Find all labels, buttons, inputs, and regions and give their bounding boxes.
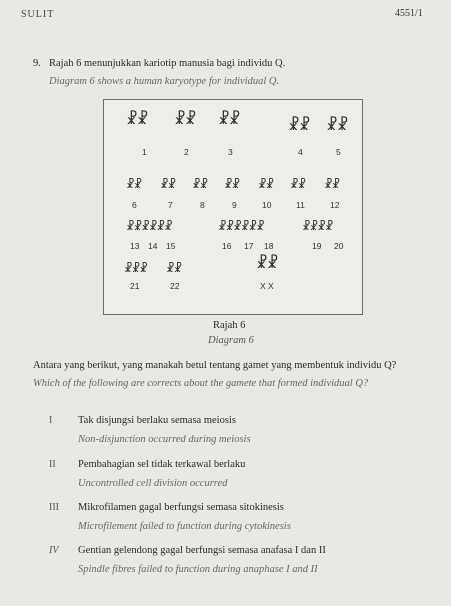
label-20: 20	[334, 241, 344, 251]
label-5: 5	[336, 147, 341, 157]
figure-caption-ms: Rajah 6	[213, 320, 246, 331]
chromosome-pair-11: ☧☧	[290, 178, 306, 191]
label-xx: X X	[260, 281, 274, 291]
label-14: 14	[148, 241, 158, 251]
header-left: SULIT	[21, 9, 55, 20]
option-iii-en: Microfilement failed to function during cytokinesis	[78, 521, 291, 532]
figure-caption-en: Diagram 6	[208, 335, 254, 346]
chromosome-group-13-15: ☧☧☧☧☧☧	[126, 220, 172, 233]
option-i-en: Non-disjunction occurred during meiosis	[78, 434, 251, 445]
chromosome-pair-8: ☧☧	[192, 178, 208, 191]
prompt-en: Which of the following are corrects about the gamete that formed individual Q?	[33, 378, 369, 389]
chromosome-group-22: ☧☧	[166, 262, 182, 275]
option-iv-en: Spindle fibres failed to function during anaphase I and II	[78, 564, 318, 575]
option-ii-number: II	[49, 459, 56, 470]
label-4: 4	[298, 147, 303, 157]
option-iv-number: IV	[49, 545, 59, 556]
label-12: 12	[330, 200, 340, 210]
label-22: 22	[170, 281, 180, 291]
label-17: 17	[244, 241, 254, 251]
header-right: 4551/1	[395, 8, 423, 19]
label-18: 18	[264, 241, 274, 251]
label-15: 15	[166, 241, 176, 251]
label-10: 10	[262, 200, 272, 210]
chromosome-group-19-20: ☧☧☧☧	[302, 220, 333, 233]
label-16: 16	[222, 241, 232, 251]
option-ii-ms: Pembahagian sel tidak terkawal berlaku	[78, 459, 246, 470]
chromosome-pair-9: ☧☧	[224, 178, 240, 191]
label-8: 8	[200, 200, 205, 210]
label-1: 1	[142, 147, 147, 157]
chromosome-pair-1: ☧☧	[126, 110, 148, 128]
sex-chromosomes: ☧☧	[256, 254, 278, 272]
option-i-ms: Tak disjungsi berlaku semasa meiosis	[78, 415, 236, 426]
label-3: 3	[228, 147, 233, 157]
question-stem-en: Diagram 6 shows a human karyotype for individual Q.	[49, 76, 280, 87]
label-6: 6	[132, 200, 137, 210]
question-number: 9.	[33, 58, 41, 69]
chromosome-pair-3: ☧☧	[218, 110, 240, 128]
option-iii-ms: Mikrofilamen gagal berfungsi semasa sitokinesis	[78, 502, 284, 513]
label-13: 13	[130, 241, 140, 251]
chromosome-pair-7: ☧☧	[160, 178, 176, 191]
chromosome-pair-4: ☧☧	[288, 116, 310, 134]
option-iv-ms: Gentian gelendong gagal berfungsi semasa anafasa I dan II	[78, 545, 326, 556]
label-11: 11	[296, 200, 305, 210]
label-2: 2	[184, 147, 189, 157]
option-ii-en: Uncontrolled cell division occurred	[78, 478, 228, 489]
label-9: 9	[232, 200, 237, 210]
chromosome-pair-2: ☧☧	[174, 110, 196, 128]
chromosome-pair-10: ☧☧	[258, 178, 274, 191]
chromosome-group-16-18: ☧☧☧☧☧☧	[218, 220, 264, 233]
question-stem-ms: Rajah 6 menunjukkan kariotip manusia bagi individu Q.	[49, 58, 286, 69]
chromosome-pair-6: ☧☧	[126, 178, 142, 191]
option-i-number: I	[49, 415, 53, 426]
chromosome-group-21: ☧☧☧	[124, 262, 147, 275]
prompt-ms: Antara yang berikut, yang manakah betul tentang gamet yang membentuk individu Q?	[33, 360, 397, 371]
option-iii-number: III	[49, 502, 59, 513]
karyotype-figure	[103, 99, 363, 315]
label-21: 21	[130, 281, 140, 291]
chromosome-pair-12: ☧☧	[324, 178, 340, 191]
label-19: 19	[312, 241, 322, 251]
label-7: 7	[168, 200, 173, 210]
chromosome-pair-5: ☧☧	[326, 116, 348, 134]
